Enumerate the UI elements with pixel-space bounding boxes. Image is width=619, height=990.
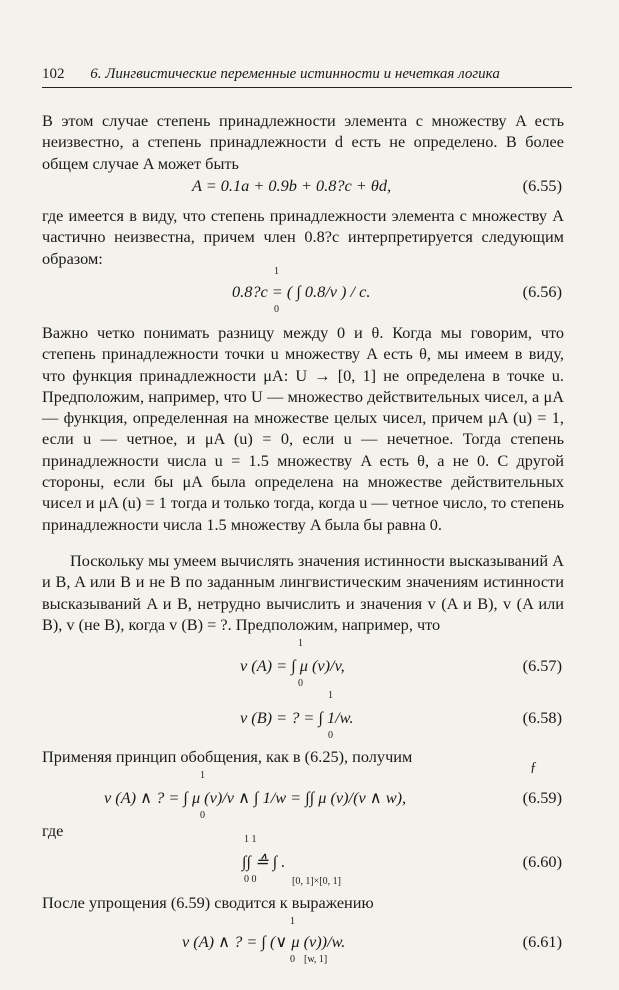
equation-6-60: [42, 834, 564, 887]
integral-upper-limit: 1: [298, 638, 303, 649]
equation-number: (6.60): [522, 852, 562, 871]
equation-6-58: [42, 690, 564, 741]
page-number: 102: [42, 66, 65, 82]
paragraph-2: где имеется в виду, что степень принадлежности элемента c множеству A частично неизвестна, причем член 0.8?c интерпретируется следующим образом:: [42, 206, 564, 268]
integral-domain-subscript: [0, 1]×[0, 1]: [292, 876, 341, 887]
equation-formula: A = 0.1a + 0.9b + 0.8?c + θd,: [192, 176, 392, 195]
equation-6-61: [42, 916, 564, 965]
integral-domain-subscript: [w, 1]: [304, 954, 328, 965]
running-header: [42, 66, 572, 88]
equation-6-56: [42, 266, 564, 315]
integral-lower-limit: 0 0: [244, 874, 257, 885]
equation-formula: 0.8?c = ( ∫ 0.8/v ) / c.: [232, 282, 371, 301]
integral-upper-limit: 1 1: [244, 834, 257, 845]
integral-upper-limit: 1: [274, 266, 279, 277]
margin-pencil-mark: ƒ: [530, 760, 537, 775]
integral-lower-limit: 0: [200, 810, 205, 821]
equation-number: (6.55): [522, 176, 562, 195]
integral-lower-limit: 0: [274, 304, 279, 315]
equation-number: (6.56): [522, 282, 562, 301]
equation-6-55: [42, 176, 564, 202]
paragraph-3: Важно четко понимать разницу между 0 и θ. Когда мы говорим, что степень принадлежности точки u множеству A есть θ, мы имеем в виду, что функция принадлежности μA: U → [0, 1] не определена в точке u. Предположим, например, что U — множество действительных чисел, а μA — функция, определенная на множестве целых чисел, причем μA (u) = 1, если u — четное, и μA (u) = 0, если u — нечетное. Тогда степень принадлежности числа u = 1.5 множеству A есть θ, а не 0. С другой стороны, если бы μA была определена на множестве действительных чисел и μA (u) = 1 тогда и только тогда, когда u — четное число, то степень принадлежности числа 1.5 множеству A была бы равна 0.: [42, 323, 564, 534]
integral-upper-limit: 1: [200, 770, 205, 781]
paragraph-7: После упрощения (6.59) сводится к выражению: [42, 893, 374, 912]
paragraph-4: Поскольку мы умеем вычислять значения истинности высказываний A и B, A или B и не B по заданным лингвистическим значениям истинности высказываний A и B, нетрудно вычислить и значения v (A и B), v (A или B), v (не B), когда v (B) = ?. Предположим, например, что: [42, 551, 564, 634]
integral-upper-limit: 1: [290, 916, 295, 927]
equation-formula: v (A) = ∫ μ (v)/v,: [240, 656, 345, 675]
integral-lower-limit: 0: [298, 678, 303, 689]
integral-lower-limit: 0: [290, 954, 295, 965]
equation-number: (6.57): [522, 656, 562, 675]
equation-number: (6.61): [522, 932, 562, 951]
integral-lower-limit: 0: [328, 730, 333, 741]
equation-formula: v (A) ∧ ? = ∫ (∨ μ (v))/w.: [182, 932, 346, 951]
equation-formula: v (B) = ? = ∫ 1/w.: [240, 708, 354, 727]
paragraph-6: где: [42, 821, 64, 840]
paragraph-1: В этом случае степень принадлежности элемента c множеству A есть неизвестно, а степень принадлежности d есть не определено. В более общем случае A может быть: [42, 111, 564, 173]
equation-formula: v (A) ∧ ? = ∫ μ (v)/v ∧ ∫ 1/w = ∫∫ μ (v)/(v ∧ w),: [104, 788, 407, 807]
equation-6-59: [42, 770, 564, 821]
equation-number: (6.58): [522, 708, 562, 727]
chapter-title: 6. Лингвистические переменные истинности и нечеткая логика: [90, 66, 500, 82]
integral-upper-limit: 1: [328, 690, 333, 701]
equation-6-57: [42, 638, 564, 689]
equation-formula: ∫∫ ≙ ∫ .: [242, 852, 286, 871]
paragraph-5: Применяя принцип обобщения, как в (6.25), получим: [42, 747, 413, 766]
equation-number: (6.59): [522, 788, 562, 807]
